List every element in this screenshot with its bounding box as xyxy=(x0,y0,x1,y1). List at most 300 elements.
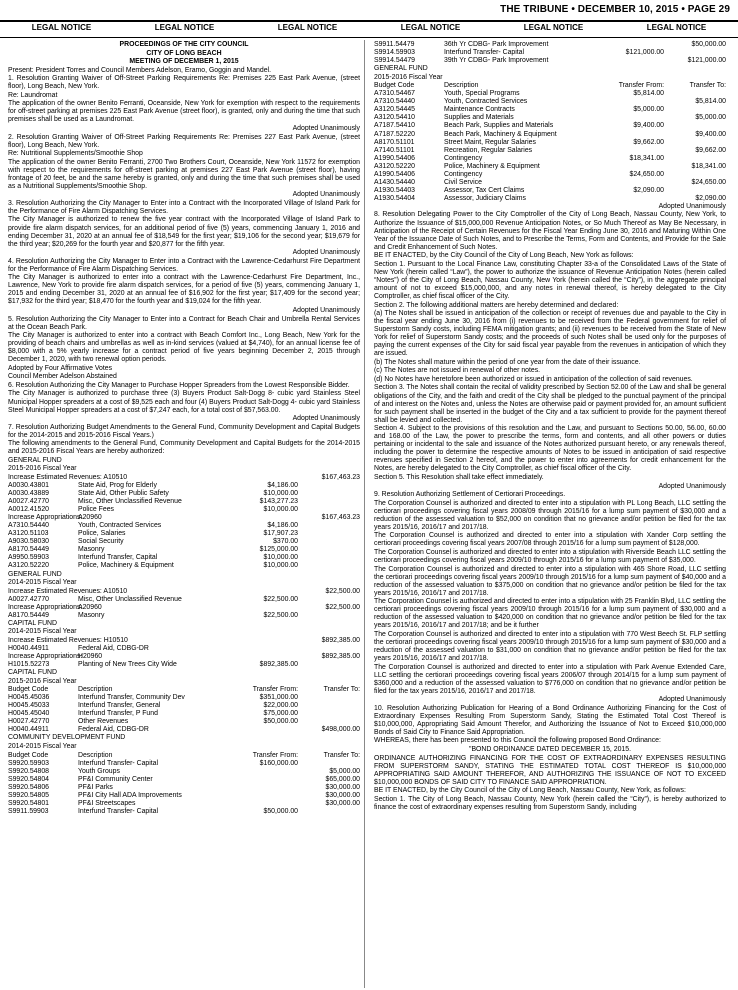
notice-paragraph: The application of the owner Benito Ferranti, 2700 Two Brothers Court, Oceanside, New York 11572 for exemption with respect to the requirements for off-street parking at premises 227 East Park Avenue (street floor), having frontage of 20 feet, be and the same hereby is granted, only and during the time that such premises shall be used as a Nutritional Supplements/Smoothie Shop. xyxy=(8,158,360,190)
transfer-to xyxy=(664,187,726,195)
budget-code: A1430.54440 xyxy=(374,178,416,186)
transfer-to xyxy=(664,171,726,179)
notice-paragraph: Council Member Adelson Abstained xyxy=(8,373,117,381)
notice-paragraph: The application of the owner Benito Ferranti, Oceanside, New York for exemption with respect to the requirements for off-street parking at premises 225 East Park Avenue (street floor), is granted, only and during the time that such premises shall be used as a Laundromat. xyxy=(8,100,360,124)
transfer-from: Transfer From: xyxy=(618,82,664,90)
budget-code: A1930.54403 xyxy=(374,186,416,194)
transfer-to xyxy=(298,718,360,726)
notice-paragraph: GENERAL FUND xyxy=(374,65,428,73)
budget-row xyxy=(8,702,360,710)
budget-description: Youth Groups xyxy=(78,767,120,775)
transfer-from: $75,000.00 xyxy=(263,710,298,718)
notice-paragraph: The Corporation Counsel is authorized and directed to enter into a stipulation with 25 Franklin Blvd, LLC settling the certiorari proceedings covering fiscal years 2009/10 through 2015/16 for a lump sum payment of $30,000 and a reduction of the assessed valuation to $420,000 on condition that no grievance and/or petition be filed for the tax years 2015/16, 2016/17 and 2017/18; and be it further xyxy=(374,598,727,630)
legal-notice-label: LEGAL NOTICE xyxy=(31,23,92,32)
legal-notice-labels xyxy=(0,24,738,36)
budget-code: H0040.44911 xyxy=(8,644,49,652)
budget-description: Recreation, Regular Salaries xyxy=(444,146,533,154)
budget-code: A7310.54440 xyxy=(374,98,416,106)
budget-code: A3120.54410 xyxy=(374,114,416,122)
notice-paragraph: GENERAL FUND xyxy=(8,570,62,578)
notice-paragraph: Section 1. Pursuant to the Local Finance Law, constituting Chapter 33-a of the Consolidated Laws of the State of New York (herein called “Law”), the power to authorize the issuance of Revenue Anticipation Notes (herein called “Notes”) of the City of Long Beach, Nassau County, New York (herein called the “City”), in the aggregate principal amount of not to exceed $15,000,000, and any notes in renewal thereof, is hereby delegated to the City Comptroller, as chief fiscal officer of the City. xyxy=(374,260,726,300)
budget-row xyxy=(8,661,360,669)
transfer-to xyxy=(298,490,360,498)
notice-heading: CITY OF LONG BEACH xyxy=(146,49,222,57)
notice-heading: PROCEEDINGS OF THE CITY COUNCIL xyxy=(119,41,249,48)
notice-paragraph: 7. Resolution Authorizing Budget Amendments to the General Fund, Community Development and Capital Budgets for the 2014-2015 and 2015-2016 Fiscal Years.) xyxy=(8,423,360,439)
budget-code: A8170.54449 xyxy=(8,611,50,619)
transfer-from: $22,500.00 xyxy=(263,611,298,619)
budget-description: Interfund Transfer, Capital xyxy=(78,554,158,562)
notice-paragraph: BE IT ENACTED, by the City Council of the City of Long Beach, New York as follows: xyxy=(374,252,634,260)
budget-row xyxy=(8,784,360,792)
budget-row xyxy=(374,171,726,179)
transfer-from: $10,000.00 xyxy=(263,562,298,570)
budget-description: Social Security xyxy=(78,538,124,546)
notice-paragraph: The City Manager is authorized to enter into a contract with the Lawrence-Cedarhurst Fire Department, Inc., Lawrence, New York to provide fire alarm dispatch services, for a period of five (5) years, commencing January 1, 2015 and ending December 31, 2020 at an annual fee of $16,902 for the first year; $17,409 for the second year; $17,932 for the third year; $18,470 for the fourth year and $19,024 for the fifth year. xyxy=(8,274,360,306)
budget-row xyxy=(8,522,360,530)
budget-description: Contingency xyxy=(444,170,483,178)
notice-paragraph: The following amendments to the General Fund, Community Development and Capital Budgets for the 2014-2015 and 2015-2016 Fiscal Years are hereby authorized: xyxy=(8,440,360,456)
transfer-from: $2,090.00 xyxy=(633,186,664,194)
budget-row xyxy=(374,49,726,57)
notice-paragraph: Section 5. This Resolution shall take effect immediately. xyxy=(374,473,544,481)
notice-paragraph: 10. Resolution Authorizing Publication for Hearing of a Bond Ordinance Authorizing Financing for the Cost of Extraordinary Expenses Resulting From Superstorm Sandy, Stating the Estimated Total Cost Thereof is $10,000,000, Appropriating Said Amount Therefor, and Authorizing the Issuance of Not to Exceed $10,000,000 Bonds of Said City to Finance Said Appropriation. xyxy=(374,704,726,736)
budget-description: PF&I Parks xyxy=(78,783,113,791)
masthead xyxy=(0,0,738,22)
notice-paragraph: COMMUNITY DEVELOPMENT FUND xyxy=(8,734,126,742)
transfer-from: $17,907.23 xyxy=(263,530,298,538)
budget-description: Contingency xyxy=(444,154,483,162)
budget-code: H0027.42770 xyxy=(8,718,50,726)
budget-row xyxy=(8,718,360,726)
transfer-from xyxy=(602,98,664,106)
notice-paragraph: Re: Nutritional Supplements/Smoothie Shop xyxy=(8,150,143,158)
budget-code: A8170.54449 xyxy=(8,546,50,554)
notice-paragraph: Section 2. The following additional matters are hereby determined and declared: xyxy=(374,301,619,309)
transfer-to xyxy=(298,702,360,710)
notice-paragraph: The Corporation Counsel is authorized and directed to enter into a stipulation with PL Long Beach, LLC settling the certiorari proceedings covering fiscal years 2008/09 through 2015/16 for a lump sum payment of $30,000 and a reduction of the assessed valuation to $52,000 on condition that no grievance and/or petition be filed for the tax years 2015/16, 2016/17 and 2017/18. xyxy=(374,499,726,531)
transfer-from: $9,400.00 xyxy=(633,122,664,130)
notice-paragraph: 3. Resolution Authorizing the City Manager to Enter into a Contract with the Incorporated Village of Island Park for the Performance of Fire Alarm Dispatching Services. xyxy=(8,199,360,215)
notice-paragraph: The City Manager is authorized to enter into a contract with Beach Comfort Inc., Long Beach, New York for the providing of beach chairs and umbrellas as well as in-kind services (valued at $4,740), for an annual license fee of $8,000 with a 5% yearly increase for a contract period of five years beginning December 2, 2015 through December 1, 2020, with two renewal option periods. xyxy=(8,332,360,364)
notice-paragraph: 5. Resolution Authorizing the City Manager to Enter into a Contract for Beach Chair and Umbrella Rental Services at the Ocean Beach Park. xyxy=(8,315,360,331)
right-column xyxy=(374,41,726,987)
budget-row xyxy=(8,562,360,570)
transfer-to: $892,385.00 xyxy=(321,652,360,660)
transfer-from xyxy=(236,653,298,661)
notice-paragraph: (b) The Notes shall mature within the period of one year from the date of their issuance. xyxy=(374,358,641,366)
notice-paragraph: The Corporation Counsel is authorized and directed to enter into a stipulation with 770 West Beech St. FLP settling the certiorari proceedings covering fiscal years 2009/10 through 2015/16 for a lump sum payment of $30,000 and a reduction of the assessed valuation to $31,000 on condition that no grievance and/or petition be filed for the tax years 2015/16, 2016/17 and 2017/18. xyxy=(374,630,726,663)
transfer-from: $24,650.00 xyxy=(629,170,664,178)
notice-paragraph: The Corporation Counsel is authorized and directed to enter into a stipulation with Xander Corp settling the certiorari proceedings covering fiscal years 2007/08 through 2015/16 for a lump sum payment of $128,000. xyxy=(374,532,726,548)
budget-code: A3120.51103 xyxy=(8,530,49,538)
budget-code: Increase Appropriations: xyxy=(8,652,83,660)
notice-paragraph: 2014-2015 Fiscal Year xyxy=(8,742,77,750)
notice-paragraph: 2015-2016 Fiscal Year xyxy=(374,73,443,81)
transfer-to xyxy=(298,612,360,620)
budget-code: A0027.42770 xyxy=(8,498,50,506)
budget-code: S9911.54479 xyxy=(374,41,415,48)
budget-description: Federal Aid, CDBG-DR xyxy=(78,644,149,652)
budget-description: 36th Yr CDBG- Park Improvement xyxy=(444,41,549,48)
transfer-from xyxy=(236,514,298,522)
transfer-from xyxy=(602,195,664,203)
budget-row xyxy=(8,596,360,604)
budget-code: A7310.54440 xyxy=(8,522,50,530)
budget-code: Budget Code xyxy=(8,751,49,759)
transfer-to xyxy=(664,49,726,57)
transfer-from: $22,000.00 xyxy=(263,702,298,710)
budget-description: PF&I Community Center xyxy=(78,775,153,783)
label-rule xyxy=(0,37,738,38)
transfer-to: $30,000.00 xyxy=(325,783,360,791)
transfer-from xyxy=(236,604,298,612)
budget-row xyxy=(374,131,726,139)
transfer-to xyxy=(298,498,360,506)
transfer-to xyxy=(298,530,360,538)
budget-row xyxy=(8,538,360,546)
transfer-from: $125,000.00 xyxy=(259,546,298,554)
budget-description: Federal Aid, CDBG-DR xyxy=(78,726,149,734)
transfer-from: $22,500.00 xyxy=(263,595,298,603)
budget-row xyxy=(8,637,360,645)
budget-code: A3120.52220 xyxy=(374,162,416,170)
budget-code: S9920.54805 xyxy=(8,791,50,799)
budget-row xyxy=(374,122,726,130)
budget-description: Police, Machinery & Equipment xyxy=(78,562,174,570)
budget-code: S9911.59903 xyxy=(8,807,49,815)
budget-code: S9920.54804 xyxy=(8,775,50,783)
budget-code: H0045.45033 xyxy=(8,702,50,710)
notice-paragraph: The Corporation Counsel is authorized and directed to enter into a stipulation with Park Avenue Extended Care, LLC settling the certiorari proceedings covering fiscal years 2006/07 through 2014/15 for a lump sum payment of $360,000 and a reduction of the assessed valuation to $776,000 on condition that no grievance and/or petition be filed for the tax years 2015/16, 2016/17 and 2017/18. xyxy=(374,663,726,695)
budget-code: A1930.54404 xyxy=(374,194,416,202)
notice-paragraph: The City Manager is authorized to purchase three (3) Buyers Product Salt-Dogg 8- cubic yard Stainless Steel Municipal Hopper spreaders at a cost of $9,525 each and four (4) Buyers Product Salt-Dogg 4- cubic yard Stainless Steel Municipal Hopper spreaders at a cost of $7,247 each, for a total cost of $57,563.00. xyxy=(8,390,360,414)
budget-row xyxy=(374,155,726,163)
transfer-from xyxy=(236,776,298,784)
budget-description: Maintenance Contracts xyxy=(444,106,515,114)
budget-description: Interfund Transfer- Capital xyxy=(444,49,525,57)
budget-code: H0045.45036 xyxy=(8,694,50,702)
budget-code: A9030.58030 xyxy=(8,538,50,546)
budget-row xyxy=(8,588,360,596)
budget-row xyxy=(8,498,360,506)
budget-description: Interfund Transfer, P Fund xyxy=(78,710,158,718)
budget-code: A0030.43801 xyxy=(8,481,50,489)
transfer-from: Transfer From: xyxy=(252,686,298,694)
budget-row xyxy=(374,187,726,195)
transfer-from: $370.00 xyxy=(273,538,298,546)
transfer-from xyxy=(236,768,298,776)
budget-description: Beach Park, Supplies and Materials xyxy=(444,122,554,130)
bond-ordinance-title: "BOND ORDINANCE DATED DECEMBER 15, 2015. xyxy=(469,746,631,754)
notice-paragraph: The Corporation Counsel is authorized and directed to enter into a stipulation with 465 Shore Road, LLC settling the certiorari proceedings covering fiscal years 2009/10 through 2015/16 for a lump sum payment of $40,000 and a reduction of the assessed valuation to $375,000 on condition that no grievance and/or petition be filed for the tax years 2015/16, 2016/17 and 2017/18. xyxy=(374,565,726,597)
transfer-from xyxy=(236,726,298,734)
notice-paragraph: WHEREAS, there has been presented to this Council the following proposed Bond Ordinance: xyxy=(374,737,661,745)
notice-paragraph: (d) No Notes have heretofore been authorized or issued in anticipation of the collection of said revenues. xyxy=(374,375,693,383)
legal-notice-label: LEGAL NOTICE xyxy=(400,23,461,32)
transfer-to xyxy=(298,596,360,604)
budget-code: A7310.54467 xyxy=(374,90,416,98)
transfer-to: $2,090.00 xyxy=(695,194,726,202)
transfer-to xyxy=(298,562,360,570)
transfer-to xyxy=(298,506,360,514)
budget-description: Description xyxy=(78,751,113,759)
notice-paragraph: 2015-2016 Fiscal Year xyxy=(8,465,77,473)
adoption-status: Adopted Unanimously xyxy=(292,191,360,199)
budget-description: Interfund Transfer, Community Dev xyxy=(78,694,185,702)
budget-row xyxy=(8,752,360,760)
budget-code: A8170.51101 xyxy=(374,138,415,146)
notice-paragraph: The Corporation Counsel is authorized and directed to enter into a stipulation with Riverside Beach LLC settling the certiorari proceedings covering fiscal years 2009/10 through 2015/16 for a lump sum payment of $35,000. xyxy=(374,548,726,564)
legal-notice-label: LEGAL NOTICE xyxy=(646,23,707,32)
budget-description: Interfund Transfer, General xyxy=(78,702,161,710)
budget-row xyxy=(8,514,360,522)
budget-description: Youth, Contracted Services xyxy=(444,98,528,106)
budget-description: PF&I Streetscapes xyxy=(78,799,136,807)
budget-row xyxy=(374,195,726,203)
budget-code: A0027.42770 xyxy=(8,595,50,603)
budget-description: Supplies and Materials xyxy=(444,114,514,122)
transfer-to xyxy=(664,106,726,114)
transfer-from xyxy=(602,147,664,155)
adoption-status: Adopted Unanimously xyxy=(292,124,360,132)
notice-paragraph: (a) The Notes shall be issued in anticipation of the collection or receipt of revenues due and payable to the City in the fiscal year ending June 30, 2016 from (i) revenues to be received from the Federal government for relief of Superstorm Sandy costs, including FEMA mitigation grants; and (ii) revenues to be received from the State of New York for relief of Superstorm Sandy costs; and the proceeds of such Notes shall be used only for the purposes of paying the current expenses of the City for said fiscal year payable from the revenues in anticipation of which they are issued. xyxy=(374,310,726,358)
budget-row xyxy=(374,82,726,90)
budget-description xyxy=(78,474,236,482)
transfer-to xyxy=(664,155,726,163)
transfer-to: $121,000.00 xyxy=(687,57,726,65)
budget-code: S9920.59903 xyxy=(8,759,50,767)
budget-code: A0030.43889 xyxy=(8,490,50,498)
transfer-from: Transfer From: xyxy=(252,751,298,759)
budget-code: Increase Estimated Revenues: A10510 xyxy=(8,587,128,595)
budget-row xyxy=(8,760,360,768)
transfer-from: $50,000.00 xyxy=(263,718,298,726)
transfer-to xyxy=(298,808,360,816)
transfer-to: $22,500.00 xyxy=(325,603,360,611)
legal-notice-label: LEGAL NOTICE xyxy=(277,23,338,32)
transfer-to: Transfer To: xyxy=(689,82,726,90)
budget-row xyxy=(8,645,360,653)
notice-paragraph: CAPITAL FUND xyxy=(8,619,58,627)
budget-description: Youth, Contracted Services xyxy=(78,522,162,530)
notice-paragraph: Adopted by Four Affirmative Votes xyxy=(8,364,113,372)
transfer-to: $9,662.00 xyxy=(695,146,726,154)
transfer-from xyxy=(602,131,664,139)
transfer-from: $18,341.00 xyxy=(629,154,664,162)
budget-code: A7140.51101 xyxy=(374,146,415,154)
notice-paragraph: The City Manager is authorized to renew the five year contract with the Incorporated Village of Island Park to provide fire alarm dispatch services, for an additional period of five (5) years, commencing January 1, 2016 and ending December 31, 2020 at an annual fee of $18,549 for the first year; $19,106 for the second year; $19,679 for the third year; $20,269 for the fourth year and $20,877 for the fifth year. xyxy=(8,216,360,248)
budget-description: Beach Park, Machinery & Equipment xyxy=(444,130,557,138)
budget-description xyxy=(78,637,236,645)
budget-code: S9920.54806 xyxy=(8,783,50,791)
transfer-from: $4,186.00 xyxy=(267,481,298,489)
notice-paragraph: CAPITAL FUND xyxy=(8,669,58,677)
transfer-to: $5,814.00 xyxy=(695,98,726,106)
budget-row xyxy=(374,139,726,147)
transfer-from xyxy=(236,784,298,792)
notice-paragraph: Section 3. The Notes shall contain the recital of validity prescribed by Section 52.00 of the Law and shall be general obligations of the City, and the faith and credit of the City shall be pledged to the punctual payment of the principal of and interest on the Notes and, unless the Notes are otherwise paid or payment provided for, an amount sufficient for such payment shall be inserted in the budget of the City and a tax sufficient to provide for the payment thereof shall be levied and collected. xyxy=(374,384,726,424)
budget-description: H20960 xyxy=(78,652,103,660)
budget-code: A1990.54406 xyxy=(374,170,416,178)
budget-row xyxy=(8,546,360,554)
transfer-to: $50,000.00 xyxy=(691,41,726,48)
budget-code: Budget Code xyxy=(374,82,415,90)
masthead-rule xyxy=(0,20,738,22)
budget-code: S9914.59903 xyxy=(374,49,416,57)
transfer-to xyxy=(298,482,360,490)
budget-code: A7187.54410 xyxy=(374,122,416,130)
transfer-to xyxy=(664,122,726,130)
transfer-to: $167,463.23 xyxy=(321,514,360,522)
budget-code: A0012.41520 xyxy=(8,506,50,514)
transfer-to: $30,000.00 xyxy=(325,799,360,807)
budget-row xyxy=(8,530,360,538)
budget-row xyxy=(374,163,726,171)
notice-heading: MEETING OF DECEMBER 1, 2015 xyxy=(129,58,239,66)
transfer-from: $351,000.00 xyxy=(259,694,298,702)
transfer-to: $24,650.00 xyxy=(691,178,726,186)
transfer-from xyxy=(236,792,298,800)
adoption-status: Adopted Unanimously xyxy=(292,249,360,257)
budget-description: Planting of New Trees City Wide xyxy=(78,661,177,669)
budget-code: Increase Estimated Revenues: H10510 xyxy=(8,636,128,644)
transfer-to xyxy=(298,538,360,546)
transfer-from xyxy=(602,163,664,171)
budget-description: Civil Service xyxy=(444,178,482,186)
transfer-to: $9,400.00 xyxy=(695,130,726,138)
transfer-from: $9,662.00 xyxy=(633,138,664,146)
budget-row xyxy=(8,604,360,612)
transfer-to xyxy=(298,546,360,554)
budget-row xyxy=(8,506,360,514)
transfer-to: $498,000.00 xyxy=(321,726,360,734)
budget-row xyxy=(8,726,360,734)
transfer-to xyxy=(298,694,360,702)
transfer-to: $5,000.00 xyxy=(695,114,726,122)
budget-row xyxy=(374,41,726,49)
budget-row xyxy=(374,90,726,98)
transfer-from xyxy=(602,179,664,187)
transfer-from xyxy=(236,645,298,653)
notice-paragraph: 2014-2015 Fiscal Year xyxy=(8,579,77,587)
budget-row xyxy=(374,106,726,114)
transfer-to: Transfer To: xyxy=(323,751,360,759)
budget-code: S9920.54801 xyxy=(8,799,50,807)
budget-code: A3120.52220 xyxy=(8,562,50,570)
notice-paragraph: (c) The Notes are not issued in renewal of other notes. xyxy=(374,367,541,375)
budget-row xyxy=(8,686,360,694)
budget-row xyxy=(8,792,360,800)
budget-description: Masonry xyxy=(78,546,105,554)
budget-description: Assessor, Judiciary Claims xyxy=(444,194,526,202)
issue-line: THE TRIBUNE • DECEMBER 10, 2015 • PAGE 29 xyxy=(500,4,730,15)
transfer-to: $65,000.00 xyxy=(325,775,360,783)
budget-code: S9914.54479 xyxy=(374,57,416,65)
transfer-from: $10,000.00 xyxy=(263,490,298,498)
notice-paragraph: BE IT ENACTED, by the City Council of the City of Long Beach, Nassau County, New York, as follows: xyxy=(374,787,686,795)
transfer-to xyxy=(298,760,360,768)
adoption-status: Adopted Unanimously xyxy=(658,202,726,210)
budget-description xyxy=(78,588,236,596)
budget-code: A3120.54445 xyxy=(374,106,416,114)
transfer-from xyxy=(602,57,664,65)
notice-paragraph: 8. Resolution Delegating Power to the City Comptroller of the City of Long Beach, Nassau County, New York, to Authorize the Issuance of $15,000,000 Revenue Anticipation Notes, or So Much Thereof as May Be Necessary, in Anticipation of the Receipt of Certain Revenues for the Fiscal Year Ending June 30, 2016 and Maturing Within One Year of the Issuance Date of Such Notes, and to Prescribe the Terms, Form and Contents, and Provide for the Sale and Credit Enhancement of Such Notes. xyxy=(374,211,726,251)
budget-row xyxy=(374,114,726,122)
transfer-to xyxy=(298,661,360,669)
transfer-from: $121,000.00 xyxy=(625,49,664,57)
legal-notice-label: LEGAL NOTICE xyxy=(523,23,584,32)
budget-code: Increase Estimated Revenues: A10510 xyxy=(8,473,128,481)
transfer-from xyxy=(236,800,298,808)
budget-description: Misc, Other Unclassified Revenue xyxy=(78,498,182,506)
transfer-from xyxy=(236,474,298,482)
transfer-to: $18,341.00 xyxy=(691,162,726,170)
budget-code: H1015.52273 xyxy=(8,661,50,669)
budget-row xyxy=(374,147,726,155)
transfer-to: $5,000.00 xyxy=(329,767,360,775)
budget-row xyxy=(8,490,360,498)
budget-description: State Aid, Other Public Safety xyxy=(78,490,169,498)
transfer-to: $22,500.00 xyxy=(325,587,360,595)
notice-paragraph: ORDINANCE AUTHORIZING FINANCING FOR THE COST OF EXTRAORDINARY EXPENSES RESULTING FROM SUPERSTORM SANDY, STATING THE ESTIMATED TOTAL COST THEREOF IS $10,000,000 APPROPRIATING SAID AMOUNT THEREFOR, AND AUTHORIZING THE ISSUANCE OF NOT TO EXCEED $10,000,000 BONDS OF SAID CITY TO FINANCE SAID APPROPRIATION. xyxy=(374,754,726,786)
notice-paragraph: Present: President Torres and Council Members Adelson, Eramo, Goggin and Mandel. xyxy=(8,66,272,74)
budget-description: Police, Salaries xyxy=(78,530,126,538)
budget-description: Masonry xyxy=(78,611,105,619)
budget-row xyxy=(374,98,726,106)
budget-row xyxy=(8,776,360,784)
budget-description: A20960 xyxy=(78,603,102,611)
budget-description: A20960 xyxy=(78,514,102,522)
budget-row xyxy=(8,653,360,661)
budget-description: Other Revenues xyxy=(78,718,129,726)
adoption-status: Adopted Unanimously xyxy=(658,482,726,490)
notice-paragraph: 2015-2016 Fiscal Year xyxy=(8,677,77,685)
budget-code: A9950.59903 xyxy=(8,554,50,562)
budget-row xyxy=(8,768,360,776)
transfer-from: $143,277.23 xyxy=(259,498,298,506)
budget-code: A7187.52220 xyxy=(374,130,416,138)
transfer-from: $10,000.00 xyxy=(263,506,298,514)
budget-row xyxy=(8,612,360,620)
notice-paragraph: Re: Laundromat xyxy=(8,91,58,99)
budget-row xyxy=(8,554,360,562)
transfer-to: $892,385.00 xyxy=(321,636,360,644)
budget-description: Interfund Transfer- Capital xyxy=(78,759,159,767)
transfer-from: $160,000.00 xyxy=(259,759,298,767)
adoption-status: Adopted Unanimously xyxy=(658,696,726,704)
notice-paragraph: 2014-2015 Fiscal Year xyxy=(8,628,77,636)
budget-description: Interfund Transfer- Capital xyxy=(78,807,159,815)
notice-paragraph: 2. Resolution Granting Waiver of Off-Street Parking Requirements Re: Premises 227 East Park Avenue, (street floor), Long Beach, New York. xyxy=(8,133,360,149)
budget-code: A1990.54406 xyxy=(374,154,416,162)
budget-description: PF&I City Hall ADA Improvements xyxy=(78,791,182,799)
transfer-to: $30,000.00 xyxy=(325,791,360,799)
budget-row xyxy=(8,694,360,702)
budget-code: Budget Code xyxy=(8,686,49,694)
transfer-to xyxy=(664,90,726,98)
adoption-status: Adopted Unanimously xyxy=(292,307,360,314)
budget-row xyxy=(8,710,360,718)
budget-code: Increase Appropriations: xyxy=(8,514,83,522)
budget-row xyxy=(8,482,360,490)
transfer-from: $5,000.00 xyxy=(633,106,664,114)
budget-row xyxy=(374,57,726,65)
notice-paragraph: 9. Resolution Authorizing Settlement of Certiorari Proceedings. xyxy=(374,491,566,499)
budget-code: Increase Appropriations: xyxy=(8,603,83,611)
budget-description: Assessor, Tax Cert Claims xyxy=(444,186,525,194)
budget-row xyxy=(8,808,360,816)
